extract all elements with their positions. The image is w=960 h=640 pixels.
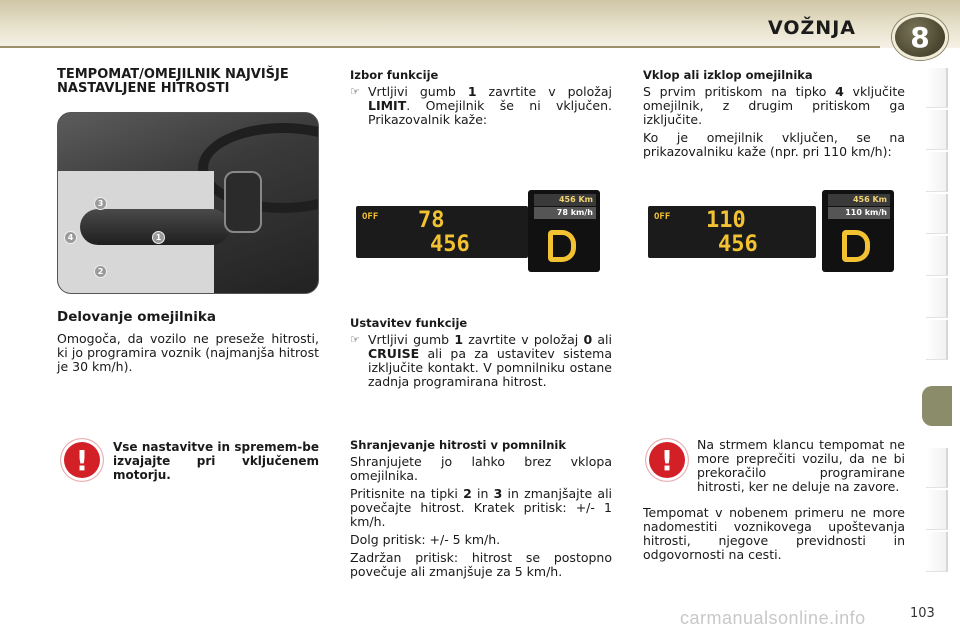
display-km: 456 Km: [534, 194, 596, 206]
limiter-text: Omogoča, da vozilo ne preseže hitrosti, ki jo programira voznik (najmanjša hitrost je 30 km/h).: [57, 331, 319, 374]
off-label: OFF: [654, 212, 671, 222]
page-number: 103: [910, 606, 935, 621]
stop-bullet-text: Vrtljivi gumb 1 zavrtite v položaj 0 ali CRUISE ali pa za ustavitev sistema izključite kontakt. V pomnilniku ostane zadnja programirana hitrost.: [368, 332, 612, 389]
chapter-tab[interactable]: [926, 236, 948, 276]
instrument-cluster: [648, 206, 816, 258]
callout-4: 4: [64, 231, 77, 244]
display-speed: 110 km/h: [828, 207, 890, 219]
chapter-tab[interactable]: [926, 68, 948, 108]
section-heading: [57, 68, 319, 96]
dashboard-figure-on: [648, 190, 898, 272]
hill-warning: [697, 438, 905, 498]
warning-note-text: Vse nastavitve in spremem-be izvajajte pri vključenem motorju.: [113, 440, 319, 482]
off-label: OFF: [362, 212, 379, 222]
callout-2: 2: [94, 265, 107, 278]
odometer-digits: 456: [430, 232, 470, 257]
hill-warning-text: Na strmem klancu tempomat ne more preprečiti vozilu, da ne bi prekoračilo programirane hitrosti, ker ne deluje na zavore.: [697, 437, 905, 494]
memory-p4: Zadržan pritisk: hitrost se postopno povečuje ali zmanjšuje za 5 km/h.: [350, 550, 612, 579]
bullet-arrow-icon: ☞: [350, 85, 360, 98]
display-km: 456 Km: [828, 194, 890, 206]
warning-icon: !: [646, 439, 688, 481]
multifunction-display: [528, 190, 600, 272]
chapter-tab[interactable]: [926, 278, 948, 318]
select-title: Izbor funkcije: [350, 68, 439, 82]
steering-stalk-photo: [57, 112, 319, 294]
gear-indicator: [548, 230, 576, 262]
chapter-title: VOŽNJA: [768, 17, 856, 39]
chapter-tab-active[interactable]: [922, 386, 952, 426]
responsibility-text: Tempomat v nobenem primeru ne more nadomestiti voznikovega upoštevanja hitrosti, njegove previdnosti in odgovornosti na cesti.: [643, 505, 905, 562]
dashboard-figure-limit: [356, 190, 618, 272]
chapter-tab[interactable]: [926, 320, 948, 360]
chapter-number: 8: [910, 20, 930, 54]
onoff-p1: S prvim pritiskom na tipko 4 vključite omejilnik, z drugim pritiskom ga izključite.: [643, 84, 905, 127]
callout-1: 1: [152, 231, 165, 244]
stop-section: [350, 316, 612, 389]
speed-digits: 110: [706, 208, 746, 233]
onoff-title: Vklop ali izklop omejilnika: [643, 68, 813, 82]
instrument-cluster: [356, 206, 528, 258]
onoff-section: [643, 68, 905, 163]
warning-icon: !: [61, 439, 103, 481]
select-section: [350, 68, 612, 127]
chapter-tab[interactable]: [926, 532, 948, 572]
page-title-line2: NASTAVLJENE HITROSTI: [57, 81, 230, 96]
onoff-p2: Ko je omejilnik vključen, se na prikazovalniku kaže (npr. pri 110 km/h):: [643, 130, 905, 159]
memory-p3: Dolg pritisk: +/- 5 km/h.: [350, 532, 501, 547]
select-bullet: [350, 85, 612, 127]
header-rule: [0, 46, 880, 48]
gear-indicator: [842, 230, 870, 262]
limiter-title: Delovanje omejilnika: [57, 309, 216, 325]
memory-title: Shranjevanje hitrosti v pomnilnik: [350, 438, 566, 452]
display-speed: 78 km/h: [534, 207, 596, 219]
stop-bullet: [350, 333, 612, 389]
speed-digits: 78: [418, 208, 445, 233]
lever-detail-shape: [224, 171, 262, 233]
limiter-section: [57, 310, 319, 378]
chapter-tab[interactable]: [926, 152, 948, 192]
chapter-tab[interactable]: [926, 490, 948, 530]
bullet-arrow-icon: ☞: [350, 333, 360, 346]
warning-note: [113, 440, 319, 486]
responsibility-note: [643, 506, 905, 566]
chapter-tab-strip: [926, 68, 948, 574]
multifunction-display: [822, 190, 894, 272]
watermark: carmanualsonline.info: [680, 608, 866, 628]
select-bullet-text: Vrtljivi gumb 1 zavrtite v položaj LIMIT. Omejilnik še ni vključen. Prikazovalnik kaže:: [368, 84, 612, 127]
chapter-tab[interactable]: [926, 194, 948, 234]
stop-title: Ustavitev funkcije: [350, 316, 468, 330]
memory-p2: Pritisnite na tipki 2 in 3 in zmanjšajte ali povečajte hitrost. Kratek pritisk: +/- 1 km/h.: [350, 486, 613, 529]
chapter-tab[interactable]: [926, 448, 948, 488]
odometer-digits: 456: [718, 232, 758, 257]
memory-p1: Shranjujete jo lahko brez vklopa omejilnika.: [350, 454, 612, 483]
page-title-line1: TEMPOMAT/OMEJILNIK NAJVIŠJE: [57, 67, 289, 82]
memory-section: [350, 438, 612, 583]
callout-3: 3: [94, 197, 107, 210]
chapter-badge: [892, 14, 948, 60]
chapter-tab[interactable]: [926, 110, 948, 150]
